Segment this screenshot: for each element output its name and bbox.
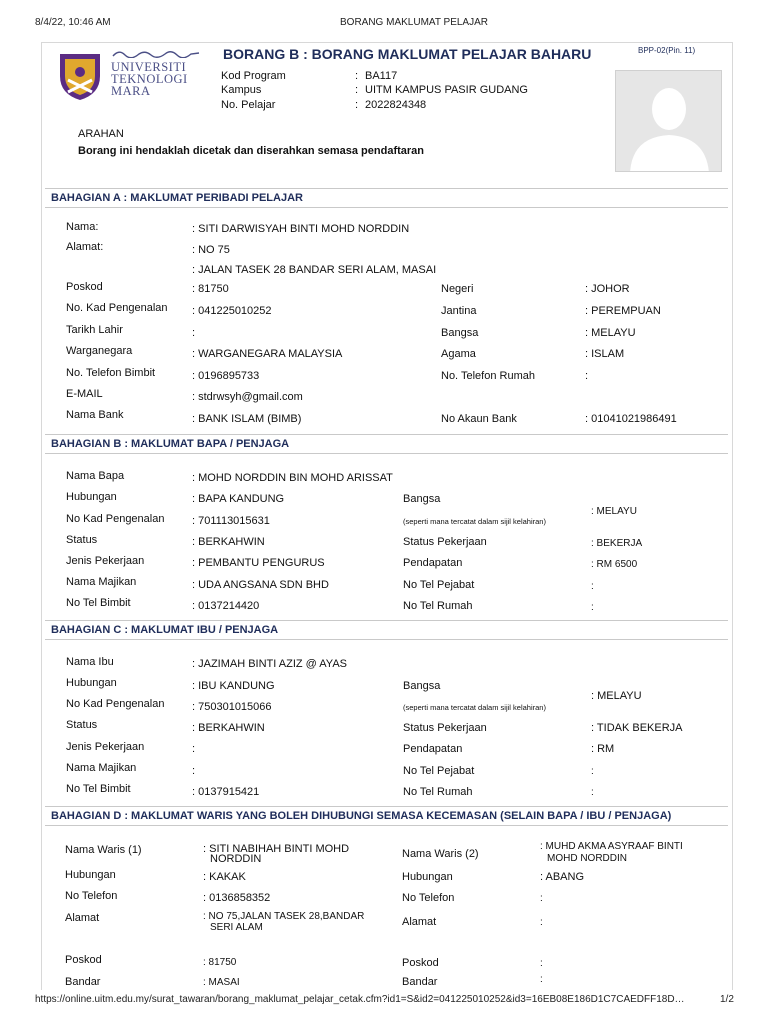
print-datetime: 8/4/22, 10:46 AM [35,17,111,28]
poskod-waris-2-value: : [540,958,543,969]
kp-bapa-label: No Kad Pengenalan [66,513,165,525]
tel-pejabat-bapa-value: : [591,581,594,592]
arahan-text: Borang ini hendaklah dicetak dan diserahkan semasa pendaftaran [78,145,425,157]
tel-pejabat-ibu-label: No Tel Pejabat [403,765,475,777]
hubungan-waris-2-label: Hubungan [402,871,453,883]
poskod-waris-2-label: Poskod [402,957,439,969]
majikan-ibu-value: : [192,765,196,777]
negeri-value: : JOHOR [585,283,630,295]
nama-label: Nama: [66,221,99,233]
section-c-header: BAHAGIAN C : MAKLUMAT IBU / PENJAGA [45,620,728,640]
colon: : [355,70,359,82]
alamat-waris-2-label: Alamat [402,916,437,928]
tel-rumah-ibu-value: : [591,787,594,798]
bandar-waris-1-label: Bandar [65,976,101,988]
bangsa-ibu-value: : MELAYU [591,690,642,702]
kampus-value: UITM KAMPUS PASIR GUDANG [365,84,528,96]
telefon-waris-2-label: No Telefon [402,892,455,904]
telefon-rumah-value: : [585,370,589,382]
waris-2-name-line-1: : MUHD AKMA ASYRAAF BINTI [540,841,683,852]
alamat-label: Alamat: [66,241,104,253]
nama-bank-label: Nama Bank [66,409,124,421]
no-pelajar-label: No. Pelajar [221,99,276,111]
telefon-waris-1-value: : 0136858352 [203,892,271,904]
pendapatan-ibu-value: : RM [591,743,615,755]
hubungan-ibu-label: Hubungan [66,677,117,689]
colon: : [355,99,359,111]
print-page-title: BORANG MAKLUMAT PELAJAR [340,17,488,28]
majikan-ibu-label: Nama Majikan [66,762,137,774]
form-title: BORANG B : BORANG MAKLUMAT PELAJAR BAHARU [223,46,592,62]
uitm-crest-icon [56,50,104,102]
tarikh-lahir-label: Tarikh Lahir [66,324,123,336]
status-ibu-label: Status [66,719,98,731]
alamat-waris-1-label: Alamat [65,912,100,924]
uitm-logo [56,48,201,106]
tel-bimbit-ibu-value: : 0137915421 [192,786,260,798]
kp-ibu-label: No Kad Pengenalan [66,698,165,710]
bangsa-label: Bangsa [441,327,479,339]
hubungan-bapa-value: : BAPA KANDUNG [192,493,285,505]
no-pelajar-value: 2022824348 [365,99,427,111]
section-d-header: BAHAGIAN D : MAKLUMAT WARIS YANG BOLEH DIHUBUNGI SEMASA KECEMASAN (SELAIN BAPA / IBU / PENJAGA) [45,806,728,826]
akaun-bank-label: No Akaun Bank [441,413,517,425]
majikan-bapa-value: : UDA ANGSANA SDN BHD [192,579,329,591]
jantina-value: : PEREMPUAN [585,305,661,317]
jantina-label: Jantina [441,305,477,317]
waris-2-name-line-2: MOHD NORDDIN [547,853,627,864]
telefon-waris-1-label: No Telefon [65,890,118,902]
status-bapa-value: : BERKAHWIN [192,536,265,548]
kp-ibu-value: : 750301015066 [192,701,272,713]
pendapatan-ibu-label: Pendapatan [403,743,463,755]
bandar-waris-1-value: : MASAI [203,977,240,988]
colon: : [355,84,359,96]
pendapatan-bapa-label: Pendapatan [403,557,463,569]
print-page-number: 1/2 [720,994,734,1005]
waris-2-label: Nama Waris (2) [402,848,479,860]
email-label: E-MAIL [66,388,103,400]
telefon-waris-2-value: : [540,893,543,904]
status-pekerjaan-bapa-label: Status Pekerjaan [403,536,487,548]
kp-bapa-value: : 701113015631 [192,515,270,527]
hubungan-waris-1-value: : KAKAK [203,871,246,883]
telefon-bimbit-value: : 0196895733 [192,370,260,382]
bandar-waris-2-label: Bandar [402,976,438,988]
student-photo-placeholder [615,70,722,172]
hubungan-ibu-value: : IBU KANDUNG [192,680,275,692]
nama-bapa-label: Nama Bapa [66,470,125,482]
kampus-label: Kampus [221,84,262,96]
telefon-bimbit-label: No. Telefon Bimbit [66,367,156,379]
alamat-waris-1-line-2: SERI ALAM [210,922,263,933]
status-ibu-value: : BERKAHWIN [192,722,265,734]
nama-bank-value: : BANK ISLAM (BIMB) [192,413,302,425]
kp-label: No. Kad Pengenalan [66,302,168,314]
alamat-waris-1-line-1: : NO 75,JALAN TASEK 28,BANDAR [203,911,365,922]
section-b-header: BAHAGIAN B : MAKLUMAT BAPA / PENJAGA [45,434,728,454]
bangsa-ibu-label: Bangsa [403,680,441,692]
nama-ibu-label: Nama Ibu [66,656,114,668]
alamat-line-1: : NO 75 [192,244,230,256]
jawi-script-icon [111,48,201,58]
tarikh-lahir-value: : [192,327,196,339]
hubungan-waris-1-label: Hubungan [65,869,116,881]
section-a-header: BAHAGIAN A : MAKLUMAT PERIBADI PELAJAR [45,188,728,208]
bangsa-bapa-label: Bangsa [403,493,441,505]
tel-rumah-bapa-value: : [591,602,594,613]
waris-1-name-line-2: NORDDIN [210,853,262,865]
tel-rumah-bapa-label: No Tel Rumah [403,600,473,612]
nama-value: : SITI DARWISYAH BINTI MOHD NORDDIN [192,223,410,235]
poskod-label: Poskod [66,281,103,293]
poskod-value: : 81750 [192,283,229,295]
poskod-waris-1-value: : 81750 [203,957,237,968]
bandar-waris-2-value: : [540,974,543,985]
akaun-bank-value: : 01041021986491 [585,413,677,425]
logo-line-2: TEKNOLOGI [111,72,188,86]
bangsa-bapa-note: (seperti mana tercatat dalam sijil kelahiran) [403,517,546,526]
hubungan-waris-2-value: : ABANG [540,871,585,883]
tel-bimbit-ibu-label: No Tel Bimbit [66,783,131,795]
alamat-line-2: : JALAN TASEK 28 BANDAR SERI ALAM, MASAI [192,264,437,276]
jenis-pekerjaan-ibu-label: Jenis Pekerjaan [66,741,145,753]
tel-pejabat-ibu-value: : [591,766,594,777]
tel-bimbit-bapa-label: No Tel Bimbit [66,597,131,609]
jenis-pekerjaan-bapa-value: : PEMBANTU PENGURUS [192,557,325,569]
waris-1-name-line-1: : SITI NABIHAH BINTI MOHD [203,843,350,855]
bangsa-value: : MELAYU [585,327,636,339]
logo-line-3: MARA [111,84,151,98]
tel-rumah-ibu-label: No Tel Rumah [403,786,473,798]
kod-program-value: BA117 [365,70,398,82]
kp-value: : 041225010252 [192,305,272,317]
alamat-waris-2-value: : [540,917,543,928]
poskod-waris-1-label: Poskod [65,954,102,966]
jenis-pekerjaan-ibu-value: : [192,743,196,755]
logo-line-1: UNIVERSITI [111,60,187,74]
telefon-rumah-label: No. Telefon Rumah [441,370,535,382]
tel-pejabat-bapa-label: No Tel Pejabat [403,579,475,591]
kod-program-label: Kod Program [221,70,286,82]
waris-1-label: Nama Waris (1) [65,844,142,856]
nama-bapa-value: : MOHD NORDDIN BIN MOHD ARISSAT [192,472,393,484]
print-url: https://online.uitm.edu.my/surat_tawaran/borang_maklumat_pelajar_cetak.cfm?id1=S&id2=041225010252&id3=16EB08E186D1C7CAEDFF18D… [35,994,685,1005]
status-bapa-label: Status [66,534,98,546]
bangsa-ibu-note: (seperti mana tercatat dalam sijil kelahiran) [403,703,546,712]
status-pekerjaan-ibu-value: : TIDAK BEKERJA [591,722,683,734]
warganegara-value: : WARGANEGARA MALAYSIA [192,348,343,360]
hubungan-bapa-label: Hubungan [66,491,117,503]
warganegara-label: Warganegara [66,345,133,357]
arahan-title: ARAHAN [78,128,124,140]
agama-label: Agama [441,348,476,360]
status-pekerjaan-ibu-label: Status Pekerjaan [403,722,487,734]
nama-ibu-value: : JAZIMAH BINTI AZIZ @ AYAS [192,658,348,670]
status-pekerjaan-bapa-value: : BEKERJA [591,538,643,549]
person-silhouette-icon [616,71,722,172]
tel-bimbit-bapa-value: : 0137214420 [192,600,260,612]
bangsa-bapa-value: : MELAYU [591,506,637,517]
jenis-pekerjaan-bapa-label: Jenis Pekerjaan [66,555,145,567]
pendapatan-bapa-value: : RM 6500 [591,559,638,570]
majikan-bapa-label: Nama Majikan [66,576,137,588]
email-value: : stdrwsyh@gmail.com [192,391,303,403]
agama-value: : ISLAM [585,348,625,360]
negeri-label: Negeri [441,283,474,295]
form-code: BPP-02(Pin. 11) [638,46,696,55]
